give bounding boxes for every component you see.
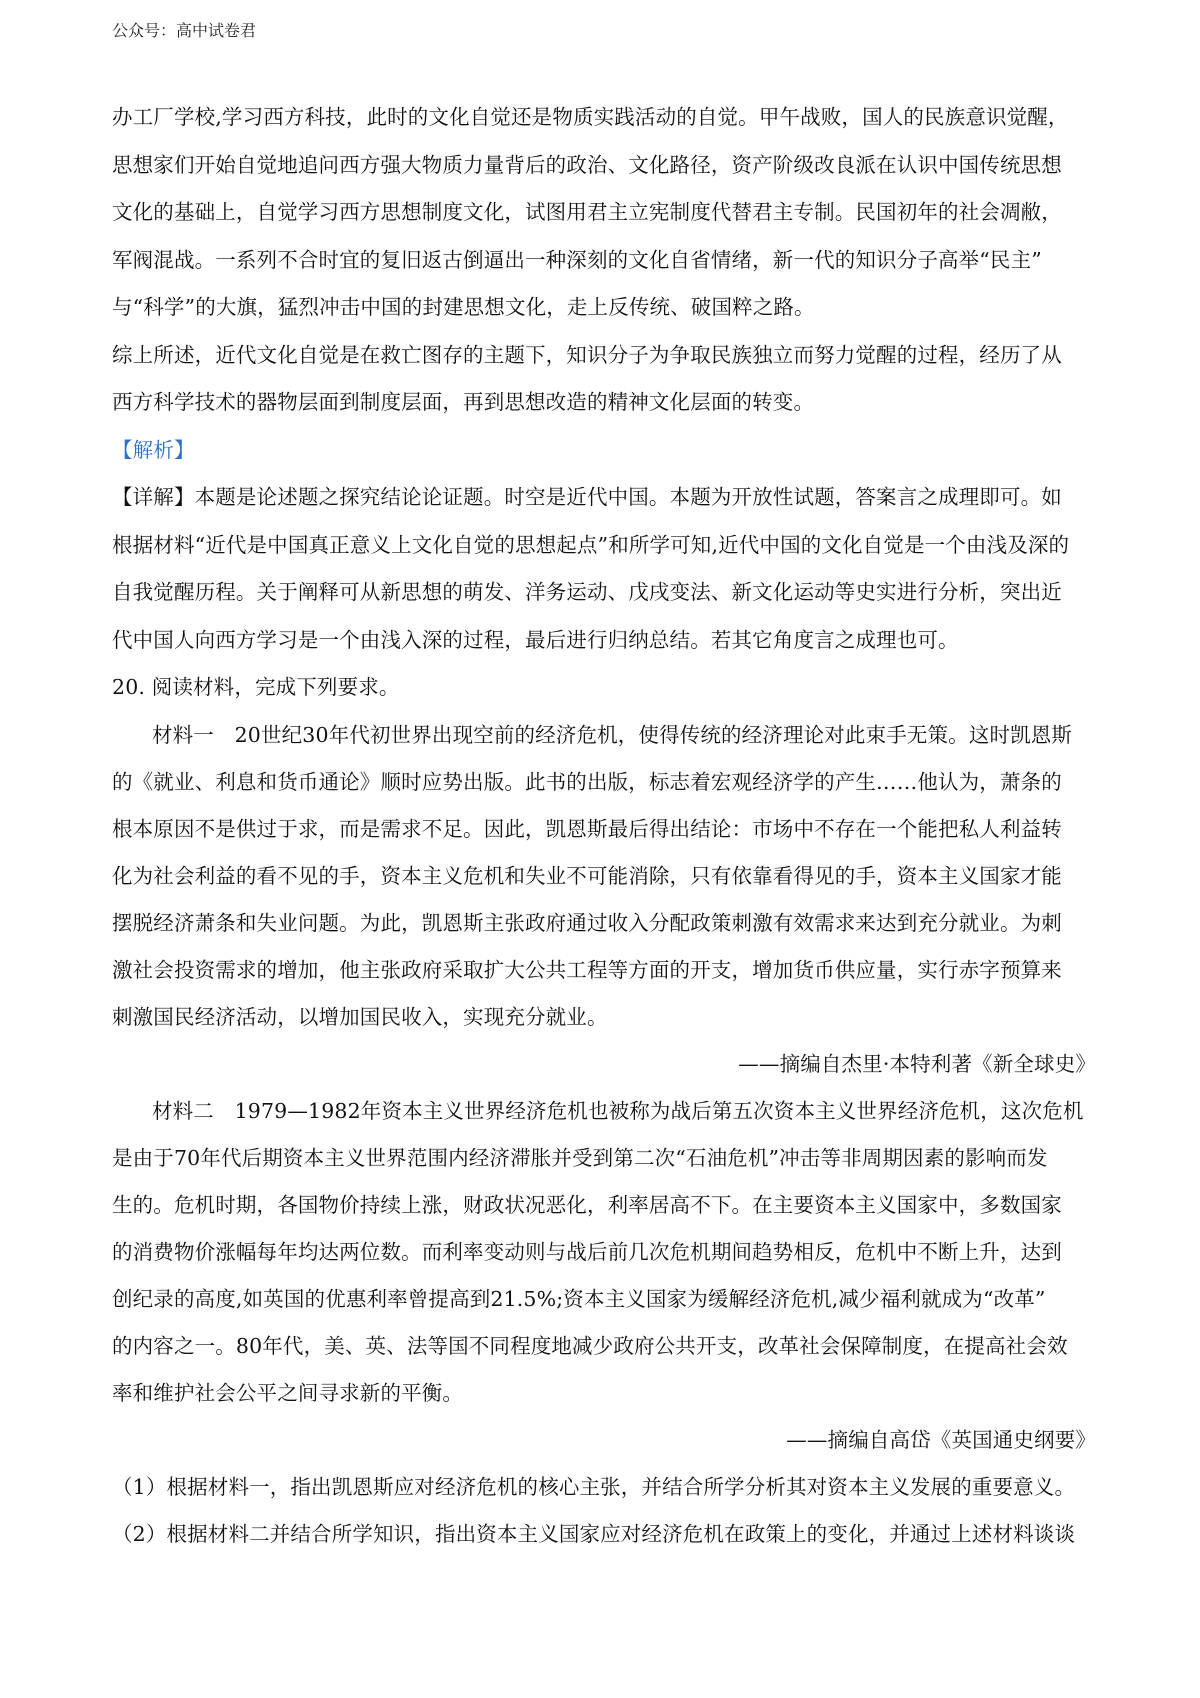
analysis-line: 自我觉醒历程。关于阐释可从新思想的萌发、洋务运动、戊戌变法、新文化运动等史实进行分析，突出近 [112, 580, 1062, 604]
page-header: 公众号：高中试卷君 [112, 21, 257, 40]
material-one [112, 712, 1102, 1088]
answer-line: 军阀混战。一系列不合时宜的复旧返古倒逼出一种深刻的文化自省情绪，新一代的知识分子高举“民主” [112, 247, 1042, 272]
answer-line: 文化的基础上，自觉学习西方思想制度文化，试图用君主立宪制度代替君主专制。民国初年的社会凋敝， [112, 200, 1062, 224]
question-title: 20. 阅读材料，完成下列要求。 [112, 675, 400, 699]
material-line: 创纪录的高度,如英国的优惠利率曾提高到21.5%;资本主义国家为缓解经济危机,减少福利就成为“改革” [112, 1286, 1046, 1311]
document-body [112, 94, 1102, 1558]
material-line: 摆脱经济萧条和失业问题。为此，凯恩斯主张政府通过收入分配政策刺激有效需求来达到充分就业。为刺 [112, 910, 1062, 935]
question-block [112, 664, 1102, 1558]
material-source: ——摘编自杰里·本特利著《新全球史》 [738, 1051, 1096, 1076]
material-line: 的内容之一。80年代，美、英、法等国不同程度地减少政府公共开支，改革社会保障制度，在提高社会效 [112, 1333, 1068, 1358]
material-line: 根本原因不是供过于求，而是需求不足。因此，凯恩斯最后得出结论：市场中不存在一个能把私人利益转 [112, 816, 1062, 841]
material-line: 的《就业、利息和货币通论》顺时应势出版。此书的出版，标志着宏观经济学的产生……他认为，萧条的 [112, 769, 1062, 794]
material-line: 的消费物价涨幅每年均达两位数。而利率变动则与战后前几次危机期间趋势相反，危机中不断上升，达到 [112, 1239, 1062, 1264]
answer-line: 思想家们开始自觉地追问西方强大物质力量背后的政治、文化路径，资产阶级改良派在认识中国传统思想 [112, 152, 1062, 177]
material-line: 刺激国民经济活动，以增加国民收入，实现充分就业。 [112, 1004, 608, 1029]
material-line: 化为社会利益的看不见的手，资本主义危机和失业不可能消除，只有依靠看得见的手，资本主义国家才能 [112, 863, 1062, 888]
material-line: 是由于70年代后期资本主义世界范围内经济滞胀并受到第二次“石油危机”冲击等非周期因素的影响而发 [112, 1145, 1048, 1170]
answer-block [112, 94, 1102, 427]
analysis-label: 【解析】 [112, 437, 195, 462]
material-line: 率和维护社会公平之间寻求新的平衡。 [112, 1380, 464, 1405]
answer-line: 与“科学”的大旗，猛烈冲击中国的封建思想文化，走上反传统、破国粹之路。 [112, 295, 815, 319]
material-line: 生的。危机时期，各国物价持续上涨，财政状况恶化，利率居高不下。在主要资本主义国家中，多数国家 [112, 1192, 1062, 1217]
material-line: 材料一 20世纪30年代初世界出现空前的经济危机，使得传统的经济理论对此束手无策。这时凯恩斯 [152, 722, 1073, 747]
material-source: ——摘编自高岱《英国通史纲要》 [786, 1427, 1096, 1452]
question-items [112, 1464, 1102, 1558]
answer-line: 办工厂学校,学习西方科技，此时的文化自觉还是物质实践活动的自觉。甲午战败，国人的民族意识觉醒， [112, 105, 1069, 129]
question-item: （1）根据材料一，指出凯恩斯应对经济危机的核心主张，并结合所学分析其对资本主义发展的重要意义。 [112, 1474, 1076, 1499]
material-line: 材料二 1979—1982年资本主义世界经济危机也被称为战后第五次资本主义世界经济危机，这次危机 [152, 1098, 1084, 1123]
analysis-line: 根据材料“近代是中国真正意义上文化自觉的思想起点”和所学可知,近代中国的文化自觉是一个由浅及深的 [112, 532, 1070, 557]
material-line: 激社会投资需求的增加，他主张政府采取扩大公共工程等方面的开支，增加货币供应量，实行赤字预算来 [112, 957, 1062, 982]
question-item: （2）根据材料二并结合所学知识，指出资本主义国家应对经济危机在政策上的变化，并通过上述材料谈谈 [112, 1521, 1076, 1546]
analysis-line: 代中国人向西方学习是一个由浅入深的过程，最后进行归纳总结。若其它角度言之成理也可。 [112, 627, 959, 652]
answer-line: 综上所述，近代文化自觉是在救亡图存的主题下，知识分子为争取民族独立而努力觉醒的过程，经历了从 [112, 342, 1062, 367]
material-two [112, 1088, 1102, 1464]
analysis-block [112, 427, 1102, 665]
answer-line: 西方科学技术的器物层面到制度层面，再到思想改造的精神文化层面的转变。 [112, 390, 815, 414]
analysis-line: 【详解】本题是论述题之探究结论论证题。时空是近代中国。本题为开放性试题，答案言之成理即可。如 [112, 485, 1062, 509]
